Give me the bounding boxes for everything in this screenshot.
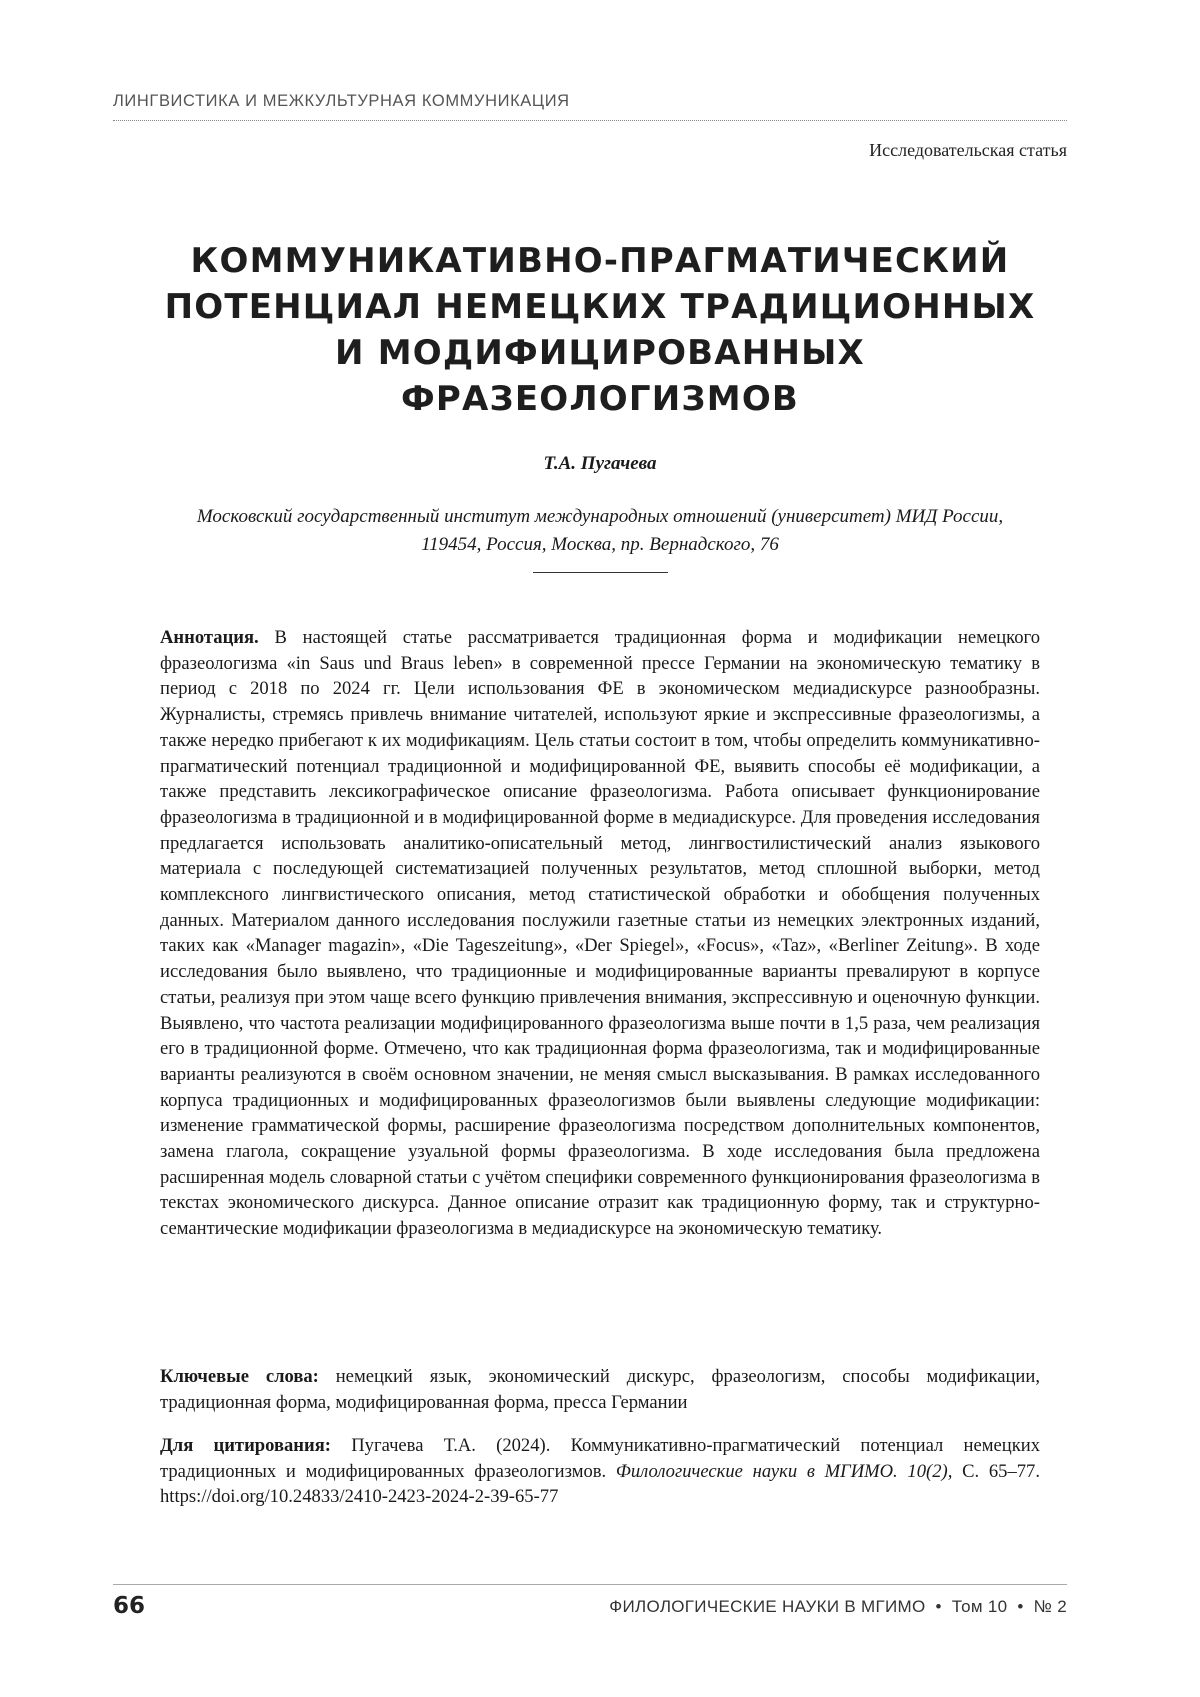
abstract-text: В настоящей статье рассматривается традиционная форма и модификации немецкого фразеологизма «in Saus und Braus leben» в современной прессе Германии на экономическую тематику в период с 2018 по 2024 гг. Цели использования ФЕ в экономическом медиадискурсе разнообразны. Журналисты, стремясь привлечь внимание читателей, используют яркие и экспрессивные фразеологизмы, а также нередко прибегают к их модификациям. Цель статьи состоит в том, чтобы определить коммуникативно-прагматический потенциал традиционной и модифицированной ФЕ, выявить способы её модификации, а также представить лексикографическое описание фразеологизма. Работа описывает функционирование фразеологизма в традиционной и в модифицированной форме в медиадискурсе. Для проведения исследования предлагается использовать аналитико-описательный метод, лингвостилистический анализ языкового материала с последующей систематизацией полученных результатов, метод сплошной выборки, метод комплексного лингвистического описания, метод статистической обработки и обобщения полученных данных. Материалом данного исследования послужили газетные статьи из немецких электронных изданий, таких как «Manager magazin», «Die Tageszeitung», «Der Spiegel», «Focus», «Taz», «Berliner Zeitung». В ходе исследования было выявлено, что традиционные и модифицированные варианты превалируют в корпусе статьи, реализуя при этом чаще всего функцию привлечения внимания, экспрессивную и оценочную функции. Выявлено, что частота реализации модифицированного фразеологизма выше почти в 1,5 раза, чем реализация его в традиционной форме. Отмечено, что как традиционная форма фразеологизма, так и модифицированные варианты реализуются в своём основном значении, не меняя смысл высказывания. В рамках исследованного корпуса традиционных и модифицированных фразеологизмов были выявлены следующие модификации: изменение грамматической формы, расширение фразеологизма посредством дополнительных компонентов, замена глагола, сокращение узуальной формы фразеологизма. В ходе исследования была предложена расширенная модель словарной статьи с учётом специфики современного функционирования фразеологизма в текстах экономического дискурса. Данное описание отразит как традиционную форму, так и структурно-семантические модификации фразеологизма в медиадискурсе на экономическую тематику.: [160, 627, 1040, 1240]
abstract-label: Аннотация.: [160, 627, 259, 648]
separator-rule: [533, 572, 668, 573]
page-number: 66: [113, 1593, 146, 1619]
journal-name: ФИЛОЛОГИЧЕСКИЕ НАУКИ В МГИМО: [609, 1597, 926, 1616]
title-line: ФРАЗЕОЛОГИЗМОВ: [400, 379, 800, 419]
bullet-separator: •: [1017, 1597, 1024, 1616]
affiliation-line: Московский государственный институт международных отношений (университет) МИД России,: [196, 506, 1004, 527]
author-affiliation: [120, 503, 1080, 559]
affiliation-line: 119454, Россия, Москва, пр. Вернадского, 76: [421, 534, 779, 555]
keywords: [160, 1364, 1040, 1415]
author-name: Т.А. Пугачева: [543, 453, 657, 474]
title-line: И МОДИФИЦИРОВАННЫХ: [335, 333, 865, 373]
bullet-separator: •: [935, 1597, 942, 1616]
citation-pages-doi: С. 65–77. https://doi.org/10.24833/2410-2423-2024-2-39-65-77: [160, 1460, 1040, 1508]
title-line: КОММУНИКАТИВНО-ПРАГМАТИЧЕСКИЙ: [190, 241, 1010, 281]
article-title: [120, 238, 1080, 422]
citation-label: Для цитирования:: [160, 1435, 331, 1456]
citation: [160, 1433, 1040, 1510]
abstract: [160, 625, 1040, 1242]
journal-volume: Том 10: [951, 1597, 1008, 1616]
running-head-section: ЛИНГВИСТИКА И МЕЖКУЛЬТУРНАЯ КОММУНИКАЦИЯ: [113, 92, 1067, 121]
title-line: ПОТЕНЦИАЛ НЕМЕЦКИХ ТРАДИЦИОННЫХ: [164, 287, 1036, 327]
citation-text: Пугачева Т.А. (2024). Коммуникативно-прагматический потенциал немецких традиционных и модифицированных фразеологизмов.: [160, 1435, 1041, 1482]
keywords-label: Ключевые слова:: [160, 1366, 319, 1387]
citation-journal: Филологические науки в МГИМО. 10(2),: [615, 1460, 953, 1482]
journal-issue: № 2: [1033, 1597, 1067, 1616]
footer-divider: [113, 1584, 1067, 1585]
keywords-text: немецкий язык, экономический дискурс, фразеологизм, способы модификации, традиционная форма, модифицированная форма, пресса Германии: [160, 1366, 1040, 1413]
journal-footer: [609, 1597, 1067, 1617]
article-type-label: Исследовательская статья: [869, 140, 1067, 160]
